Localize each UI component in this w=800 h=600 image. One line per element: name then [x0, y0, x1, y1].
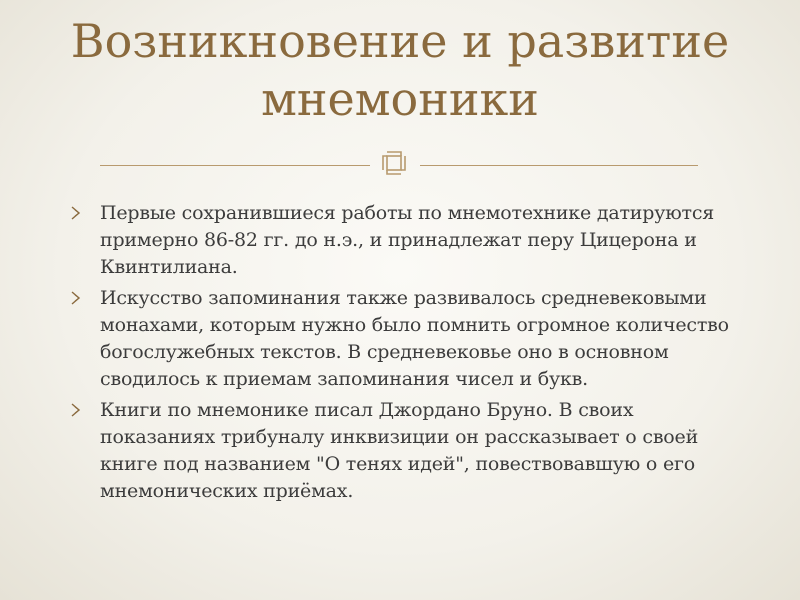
slide-title: Возникновение и развитие мнемоники	[70, 14, 730, 126]
ornament-icon	[381, 150, 407, 176]
bullet-list	[68, 200, 748, 509]
divider-left	[100, 165, 370, 166]
bullet-chevron-icon	[70, 206, 82, 220]
bullet-chevron-icon	[70, 291, 82, 305]
bullet-chevron-icon	[70, 403, 82, 417]
bullet-text: Первые сохранившиеся работы по мнемотехнике датируются примерно 86-82 гг. до н.э., и принадлежат перу Цицерона и Квинтилиана.	[100, 202, 715, 278]
bullet-item	[68, 397, 748, 505]
bullet-item	[68, 285, 748, 393]
bullet-item	[68, 200, 748, 281]
divider-right	[420, 165, 698, 166]
bullet-text: Искусство запоминания также развивалось средневековыми монахами, которым нужно было помнить огромное количество богослужебных текстов. В средневековье оно в основном сводилось к приемам запоминания чисел и букв.	[100, 287, 729, 390]
bullet-text: Книги по мнемонике писал Джордано Бруно. В своих показаниях трибуналу инквизиции он рассказывает о своей книге под названием "О тенях идей", повествовавшую о его мнемонических приёмах.	[100, 399, 699, 502]
